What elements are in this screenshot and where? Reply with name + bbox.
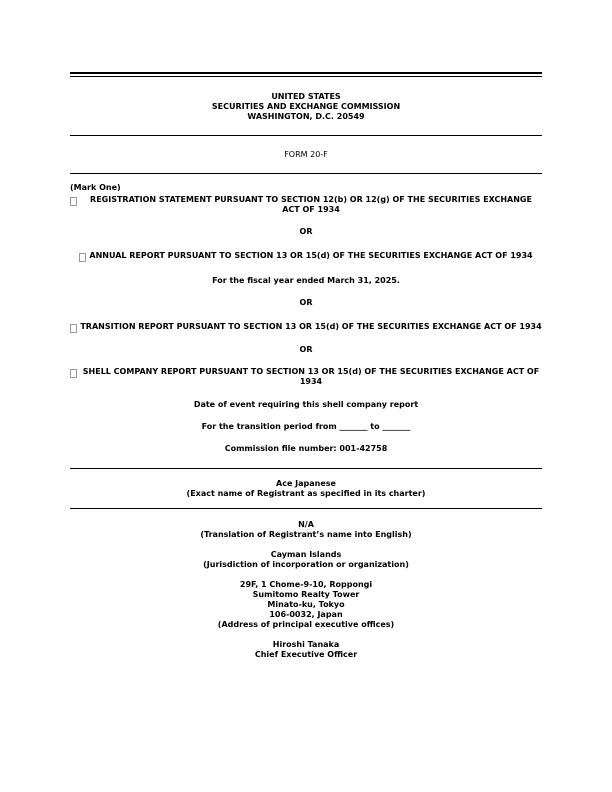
jurisdiction-note: (Jurisdiction of incorporation or organization) [203,560,409,569]
commission-file-number: Commission file number: 001-42758 [224,444,388,453]
form-title: FORM 20-F [284,150,328,159]
option-registration-text: REGISTRATION STATEMENT PURSUANT TO SECTION 12(b) OR 12(g) OF THE SECURITIES EXCHANGE ACT OF 1934 [90,195,532,214]
divider [70,135,542,136]
option-transition-text: TRANSITION REPORT PURSUANT TO SECTION 13 OR 15(d) OF THE SECURITIES EXCHANGE ACT OF 1934 [80,322,542,331]
address-line: 106-0032, Japan [269,610,343,619]
checkbox-shell[interactable] [70,369,77,378]
checkbox-registration[interactable] [70,197,77,206]
divider [70,468,542,469]
option-transition [70,322,542,333]
address-note: (Address of principal executive offices) [217,620,395,629]
option-registration [70,195,542,215]
transition-period: For the transition period from _______ to _______ [201,422,411,431]
jurisdiction: Cayman Islands [270,550,342,559]
agency-country: UNITED STATES [271,92,341,101]
divider [70,508,542,509]
address-line: Sumitomo Realty Tower [252,590,360,599]
or-separator: OR [299,298,313,307]
agency-address: WASHINGTON, D.C. 20549 [247,112,365,121]
or-separator: OR [299,345,313,354]
document-page [70,0,542,660]
address-block [70,580,542,630]
translated-name: N/A [298,520,314,529]
contact-block [70,640,542,660]
option-shell-text: SHELL COMPANY REPORT PURSUANT TO SECTION 13 OR 15(d) OF THE SECURITIES EXCHANGE ACT OF 1934 [82,367,540,386]
translated-name-note: (Translation of Registrant’s name into English) [200,530,412,539]
option-annual-text: ANNUAL REPORT PURSUANT TO SECTION 13 OR 15(d) OF THE SECURITIES EXCHANGE ACT OF 1934 [89,251,533,260]
option-annual [70,251,542,262]
registrant-name-note: (Exact name of Registrant as specified in its charter) [186,489,426,498]
mark-one-label: (Mark One) [70,183,121,192]
address-line: 29F, 1 Chome-9-10, Roppongi [239,580,373,589]
checkbox-annual[interactable] [79,253,86,262]
option-shell [70,367,542,387]
checkbox-transition[interactable] [70,324,77,333]
agency-header [70,92,542,122]
contact-title: Chief Executive Officer [254,650,358,659]
agency-name: SECURITIES AND EXCHANGE COMMISSION [211,102,401,111]
address-line: Minato-ku, Tokyo [267,600,345,609]
registrant-name: Ace Japanese [276,479,336,488]
divider [70,173,542,174]
top-double-rule [70,72,542,77]
shell-event-date: Date of event requiring this shell company report [193,400,419,409]
contact-name: Hiroshi Tanaka [272,640,340,649]
or-separator: OR [299,227,313,236]
fiscal-year-line: For the fiscal year ended March 31, 2025. [212,276,400,285]
